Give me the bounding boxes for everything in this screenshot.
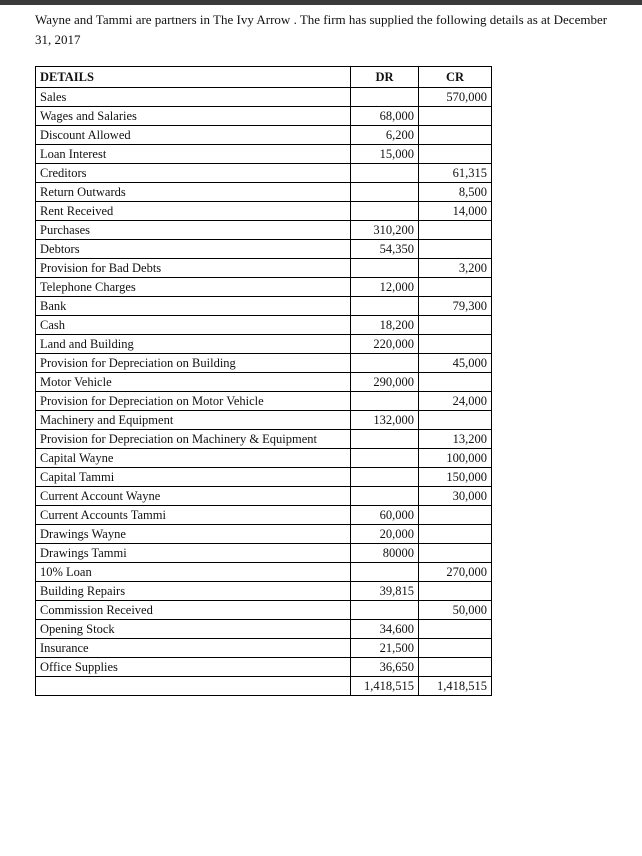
details-cell: Capital Tammi — [36, 468, 351, 487]
dr-cell: 34,600 — [351, 620, 419, 639]
table-row — [36, 316, 492, 335]
details-cell: Discount Allowed — [36, 126, 351, 145]
details-cell: Capital Wayne — [36, 449, 351, 468]
dr-cell — [351, 430, 419, 449]
cr-cell: 3,200 — [419, 259, 492, 278]
cr-header: CR — [419, 67, 492, 88]
dr-cell — [351, 259, 419, 278]
cr-cell: 13,200 — [419, 430, 492, 449]
details-cell: Telephone Charges — [36, 278, 351, 297]
totals-row — [36, 677, 492, 696]
table-row — [36, 525, 492, 544]
table-body — [36, 88, 492, 696]
details-cell: 10% Loan — [36, 563, 351, 582]
dr-cell: 220,000 — [351, 335, 419, 354]
cr-cell — [419, 107, 492, 126]
details-cell: Provision for Depreciation on Machinery & Equipment — [36, 430, 351, 449]
table-row — [36, 259, 492, 278]
table-header-row — [36, 67, 492, 88]
dr-cell: 21,500 — [351, 639, 419, 658]
details-cell: Motor Vehicle — [36, 373, 351, 392]
cr-cell — [419, 373, 492, 392]
cr-cell — [419, 316, 492, 335]
dr-cell — [351, 563, 419, 582]
dr-cell: 54,350 — [351, 240, 419, 259]
dr-cell: 39,815 — [351, 582, 419, 601]
details-cell: Loan Interest — [36, 145, 351, 164]
dr-cell — [351, 468, 419, 487]
details-cell: Bank — [36, 297, 351, 316]
trial-balance-table — [35, 66, 492, 696]
cr-cell: 61,315 — [419, 164, 492, 183]
details-cell: Land and Building — [36, 335, 351, 354]
details-cell: Provision for Depreciation on Motor Vehicle — [36, 392, 351, 411]
dr-cell — [351, 354, 419, 373]
dr-cell — [351, 487, 419, 506]
cr-cell: 30,000 — [419, 487, 492, 506]
table-row — [36, 392, 492, 411]
top-border-bar — [0, 0, 642, 5]
details-cell: Opening Stock — [36, 620, 351, 639]
table-row — [36, 487, 492, 506]
total-dr-cell: 1,418,515 — [351, 677, 419, 696]
details-cell: Sales — [36, 88, 351, 107]
cr-cell — [419, 278, 492, 297]
cr-cell: 100,000 — [419, 449, 492, 468]
cr-cell: 150,000 — [419, 468, 492, 487]
table-row — [36, 202, 492, 221]
details-cell: Building Repairs — [36, 582, 351, 601]
cr-cell: 14,000 — [419, 202, 492, 221]
cr-cell — [419, 411, 492, 430]
table-row — [36, 601, 492, 620]
cr-cell — [419, 126, 492, 145]
details-header: DETAILS — [36, 67, 351, 88]
table-row — [36, 278, 492, 297]
table-row — [36, 107, 492, 126]
cr-cell — [419, 335, 492, 354]
cr-cell: 45,000 — [419, 354, 492, 373]
table-row — [36, 221, 492, 240]
cr-cell — [419, 544, 492, 563]
cr-cell: 50,000 — [419, 601, 492, 620]
table-row — [36, 411, 492, 430]
cr-cell — [419, 620, 492, 639]
details-cell: Return Outwards — [36, 183, 351, 202]
table-row — [36, 658, 492, 677]
dr-cell: 60,000 — [351, 506, 419, 525]
details-cell: Drawings Tammi — [36, 544, 351, 563]
table-row — [36, 145, 492, 164]
dr-cell: 68,000 — [351, 107, 419, 126]
cr-cell — [419, 639, 492, 658]
dr-cell — [351, 601, 419, 620]
details-cell: Provision for Bad Debts — [36, 259, 351, 278]
dr-cell: 18,200 — [351, 316, 419, 335]
details-cell: Commission Received — [36, 601, 351, 620]
dr-cell — [351, 449, 419, 468]
table-row — [36, 620, 492, 639]
details-cell: Debtors — [36, 240, 351, 259]
details-cell: Wages and Salaries — [36, 107, 351, 126]
dr-cell — [351, 88, 419, 107]
table-row — [36, 183, 492, 202]
dr-cell — [351, 164, 419, 183]
details-cell: Rent Received — [36, 202, 351, 221]
cr-cell — [419, 582, 492, 601]
table-row — [36, 164, 492, 183]
details-cell: Creditors — [36, 164, 351, 183]
details-cell: Machinery and Equipment — [36, 411, 351, 430]
table-row — [36, 335, 492, 354]
dr-cell: 12,000 — [351, 278, 419, 297]
details-cell: Current Accounts Tammi — [36, 506, 351, 525]
dr-cell: 290,000 — [351, 373, 419, 392]
dr-cell — [351, 202, 419, 221]
cr-cell: 570,000 — [419, 88, 492, 107]
table-row — [36, 88, 492, 107]
dr-cell — [351, 183, 419, 202]
table-row — [36, 354, 492, 373]
cr-cell: 79,300 — [419, 297, 492, 316]
cr-cell: 24,000 — [419, 392, 492, 411]
details-cell: Cash — [36, 316, 351, 335]
table-row — [36, 126, 492, 145]
cr-cell — [419, 506, 492, 525]
table-row — [36, 430, 492, 449]
table-row — [36, 544, 492, 563]
details-cell: Purchases — [36, 221, 351, 240]
dr-cell: 310,200 — [351, 221, 419, 240]
table-row — [36, 563, 492, 582]
table-row — [36, 468, 492, 487]
totals-blank-cell — [36, 677, 351, 696]
details-cell: Office Supplies — [36, 658, 351, 677]
details-cell: Current Account Wayne — [36, 487, 351, 506]
intro-paragraph: Wayne and Tammi are partners in The Ivy Arrow . The firm has supplied the following details as at December 31, 2017 — [35, 12, 608, 47]
details-cell: Drawings Wayne — [36, 525, 351, 544]
cr-cell — [419, 240, 492, 259]
cr-cell: 8,500 — [419, 183, 492, 202]
table-row — [36, 639, 492, 658]
cr-cell — [419, 525, 492, 544]
table-row — [36, 240, 492, 259]
details-cell: Insurance — [36, 639, 351, 658]
table-row — [36, 373, 492, 392]
dr-cell: 132,000 — [351, 411, 419, 430]
details-cell: Provision for Depreciation on Building — [36, 354, 351, 373]
table-row — [36, 506, 492, 525]
table-row — [36, 449, 492, 468]
cr-cell: 270,000 — [419, 563, 492, 582]
dr-cell: 36,650 — [351, 658, 419, 677]
cr-cell — [419, 221, 492, 240]
cr-cell — [419, 145, 492, 164]
cr-cell — [419, 658, 492, 677]
dr-cell: 80000 — [351, 544, 419, 563]
total-cr-cell: 1,418,515 — [419, 677, 492, 696]
table-row — [36, 582, 492, 601]
dr-cell: 15,000 — [351, 145, 419, 164]
dr-cell: 20,000 — [351, 525, 419, 544]
dr-header: DR — [351, 67, 419, 88]
dr-cell: 6,200 — [351, 126, 419, 145]
dr-cell — [351, 297, 419, 316]
dr-cell — [351, 392, 419, 411]
table-row — [36, 297, 492, 316]
